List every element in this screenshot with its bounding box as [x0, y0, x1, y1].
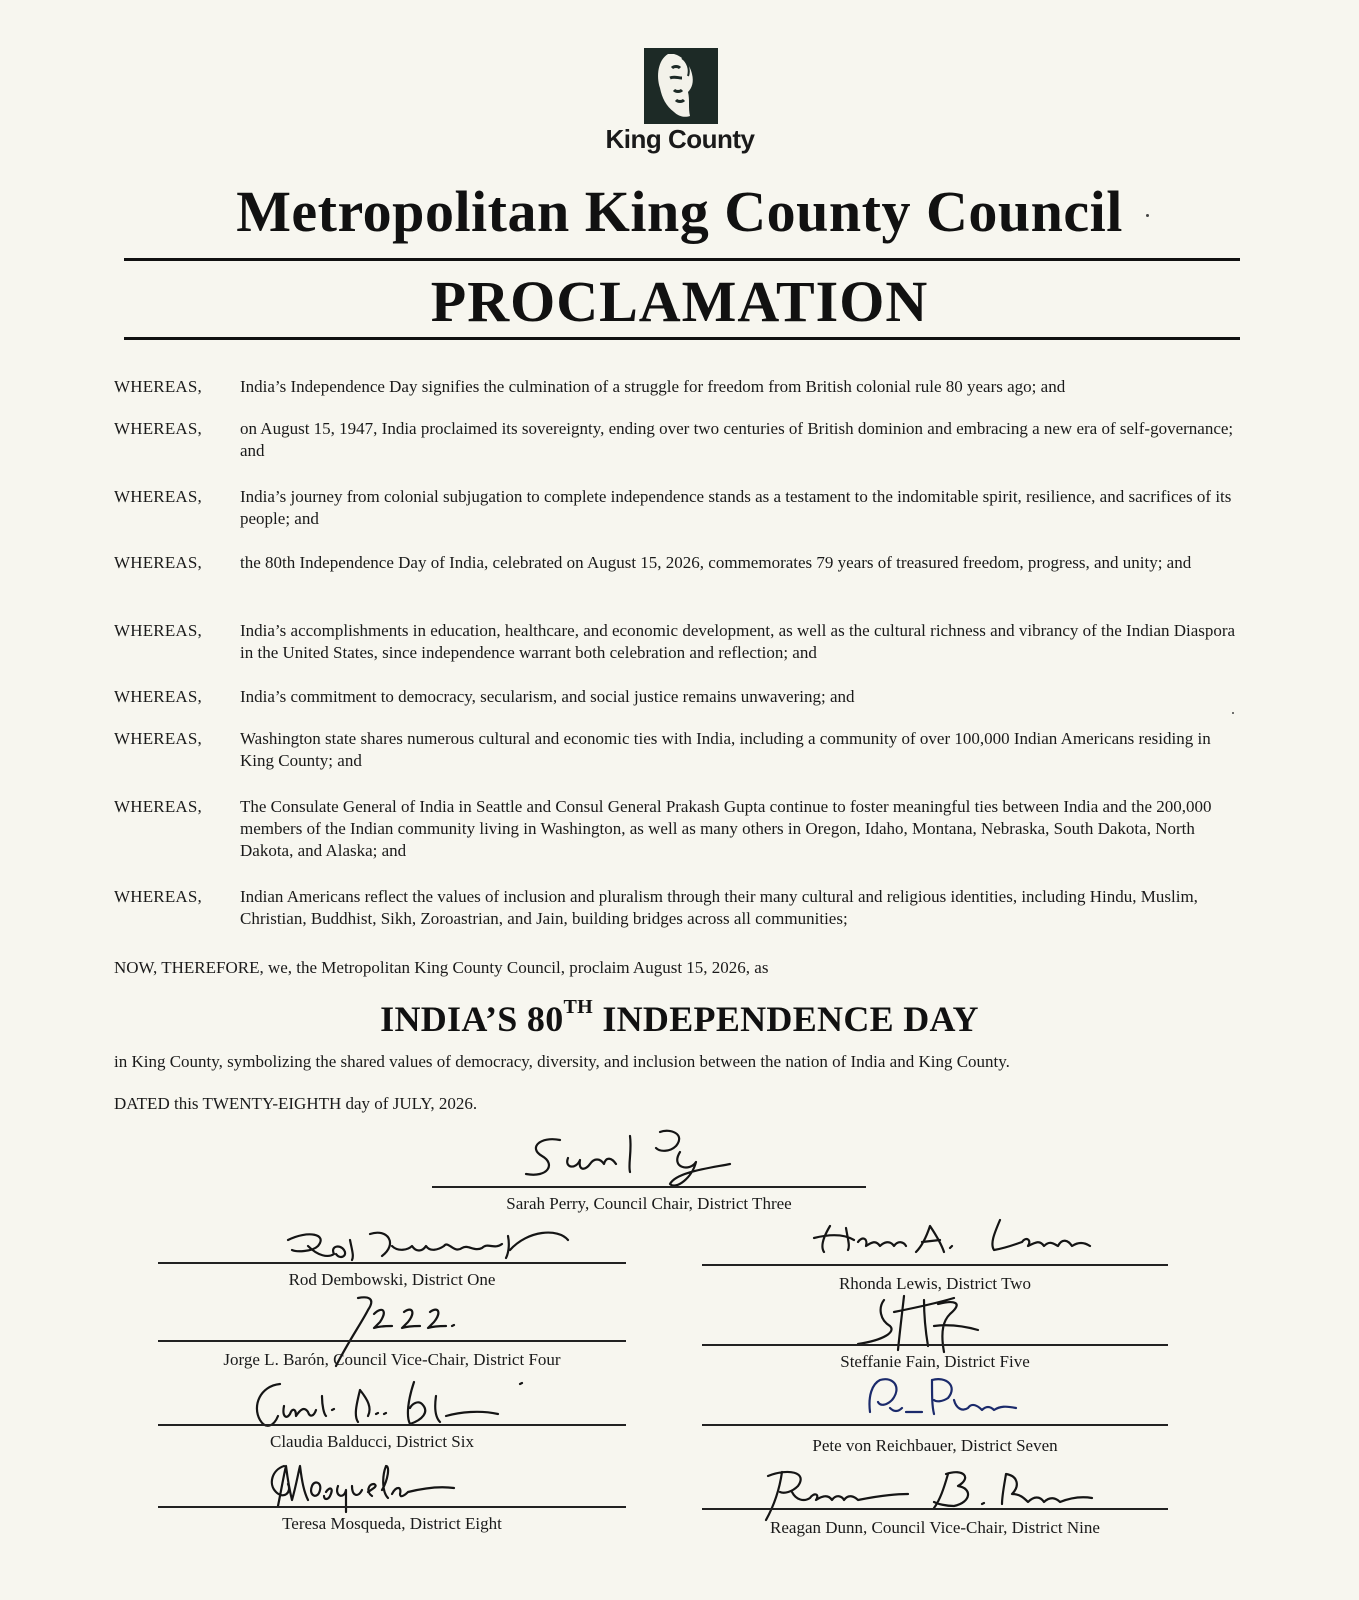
whereas-keyword: WHEREAS,	[114, 797, 203, 816]
signatory-d5: Steffanie Fain, District Five	[840, 1352, 1030, 1371]
whereas-keyword: WHEREAS,	[114, 377, 203, 396]
signatory-d6: Claudia Balducci, District Six	[270, 1432, 474, 1451]
whereas-text: India’s journey from colonial subjugation to complete independence stands as a testament to the indomitable spirit, resilience, and sacrifices of its people; and	[240, 487, 1232, 528]
signature-line-d4	[158, 1340, 626, 1342]
header-rule-top	[124, 258, 1240, 261]
whereas-keyword: WHEREAS,	[114, 419, 203, 438]
signature-line-d2	[702, 1264, 1168, 1266]
signatory-d8: Teresa Mosqueda, District Eight	[282, 1514, 502, 1533]
dated-line: DATED this TWENTY-EIGHTH day of JULY, 2026.	[114, 1094, 478, 1113]
signature-line-d5	[702, 1344, 1168, 1346]
signature-reagan-dunn	[758, 1464, 1098, 1524]
whereas-keyword: WHEREAS,	[114, 687, 203, 706]
whereas-text: India’s accomplishments in education, healthcare, and economic development, as well as the cultural richness and vibrancy of the Indian Diaspora in the United States, since independence warrant both celebration and reflection; and	[240, 621, 1236, 662]
headline-text: INDIA’S 80	[380, 999, 564, 1039]
header-rule-bottom	[124, 337, 1240, 340]
whereas-keyword: WHEREAS,	[114, 621, 203, 640]
whereas-keyword: WHEREAS,	[114, 553, 203, 572]
whereas-keyword: WHEREAS,	[114, 729, 203, 748]
whereas-text: the 80th Independence Day of India, celebrated on August 15, 2026, commemorates 79 years of treasured freedom, progress, and unity; and	[240, 553, 1192, 572]
signature-pete-von-reichbauer	[866, 1372, 1026, 1432]
council-title: Metropolitan King County Council	[236, 179, 1123, 244]
king-county-logo-icon	[644, 48, 718, 124]
headline-superscript: TH	[563, 996, 594, 1018]
signature-line-d1	[158, 1262, 626, 1264]
whereas-text: India’s commitment to democracy, secularism, and social justice remains unwavering; and	[240, 687, 855, 706]
signature-sarah-perry	[520, 1128, 740, 1198]
scan-speck	[1232, 712, 1234, 714]
whereas-text: on August 15, 1947, India proclaimed its sovereignty, ending over two centuries of British dominion and embracing a new era of self-governance; and	[240, 419, 1234, 460]
headline-text-end: INDEPENDENCE DAY	[593, 999, 979, 1039]
signature-line-d6	[158, 1424, 626, 1426]
signatory-d1: Rod Dembowski, District One	[288, 1270, 496, 1289]
whereas-text: The Consulate General of India in Seattle and Consul General Prakash Gupta continue to foster meaningful ties between India and the 200,000 members of the Indian community living in Washington, as well as many others in Oregon, Idaho, Montana, Nebraska, South Dakota, North Dakota, and Alaska; and	[240, 797, 1212, 860]
signatory-d2: Rhonda Lewis, District Two	[838, 1274, 1032, 1293]
whereas-text: Washington state shares numerous cultural and economic ties with India, including a community of over 100,000 Indian Americans residing in King County; and	[240, 729, 1211, 770]
whereas-text: India’s Independence Day signifies the culmination of a struggle for freedom from British colonial rule 80 years ago; and	[240, 377, 1066, 396]
whereas-keyword: WHEREAS,	[114, 887, 203, 906]
signature-line-chair	[432, 1186, 866, 1188]
signature-line-d9	[702, 1508, 1168, 1510]
signatory-chair: Sarah Perry, Council Chair, District Three	[506, 1194, 792, 1213]
signature-rhonda-lewis	[810, 1212, 1110, 1262]
signature-steffanie-fain	[854, 1290, 984, 1360]
signature-line-d7	[702, 1424, 1168, 1426]
whereas-text: Indian Americans reflect the values of inclusion and pluralism through their many cultural and religious identities, including Hindu, Muslim, Christian, Buddhist, Sikh, Zoroastrian, and Jain, building bridges across all communities;	[240, 887, 1198, 928]
symbolizing-statement: in King County, symbolizing the shared values of democracy, diversity, and inclusion between the nation of India and King County.	[114, 1052, 1010, 1071]
proclamation-headline	[120, 998, 1239, 1040]
signatory-d9: Reagan Dunn, Council Vice-Chair, District Nine	[770, 1518, 1100, 1537]
proclamation-heading: PROCLAMATION	[430, 269, 929, 334]
scan-speck	[1146, 214, 1149, 217]
whereas-keyword: WHEREAS,	[114, 487, 203, 506]
therefore-statement: NOW, THEREFORE, we, the Metropolitan King County Council, proclaim August 15, 2026, as	[114, 958, 769, 977]
signature-line-d8	[158, 1506, 626, 1508]
logo-wordmark: King County	[605, 124, 755, 154]
signatory-d4: Jorge L. Barón, Council Vice-Chair, District Four	[223, 1350, 561, 1369]
signatory-d7: Pete von Reichbauer, District Seven	[812, 1436, 1058, 1455]
